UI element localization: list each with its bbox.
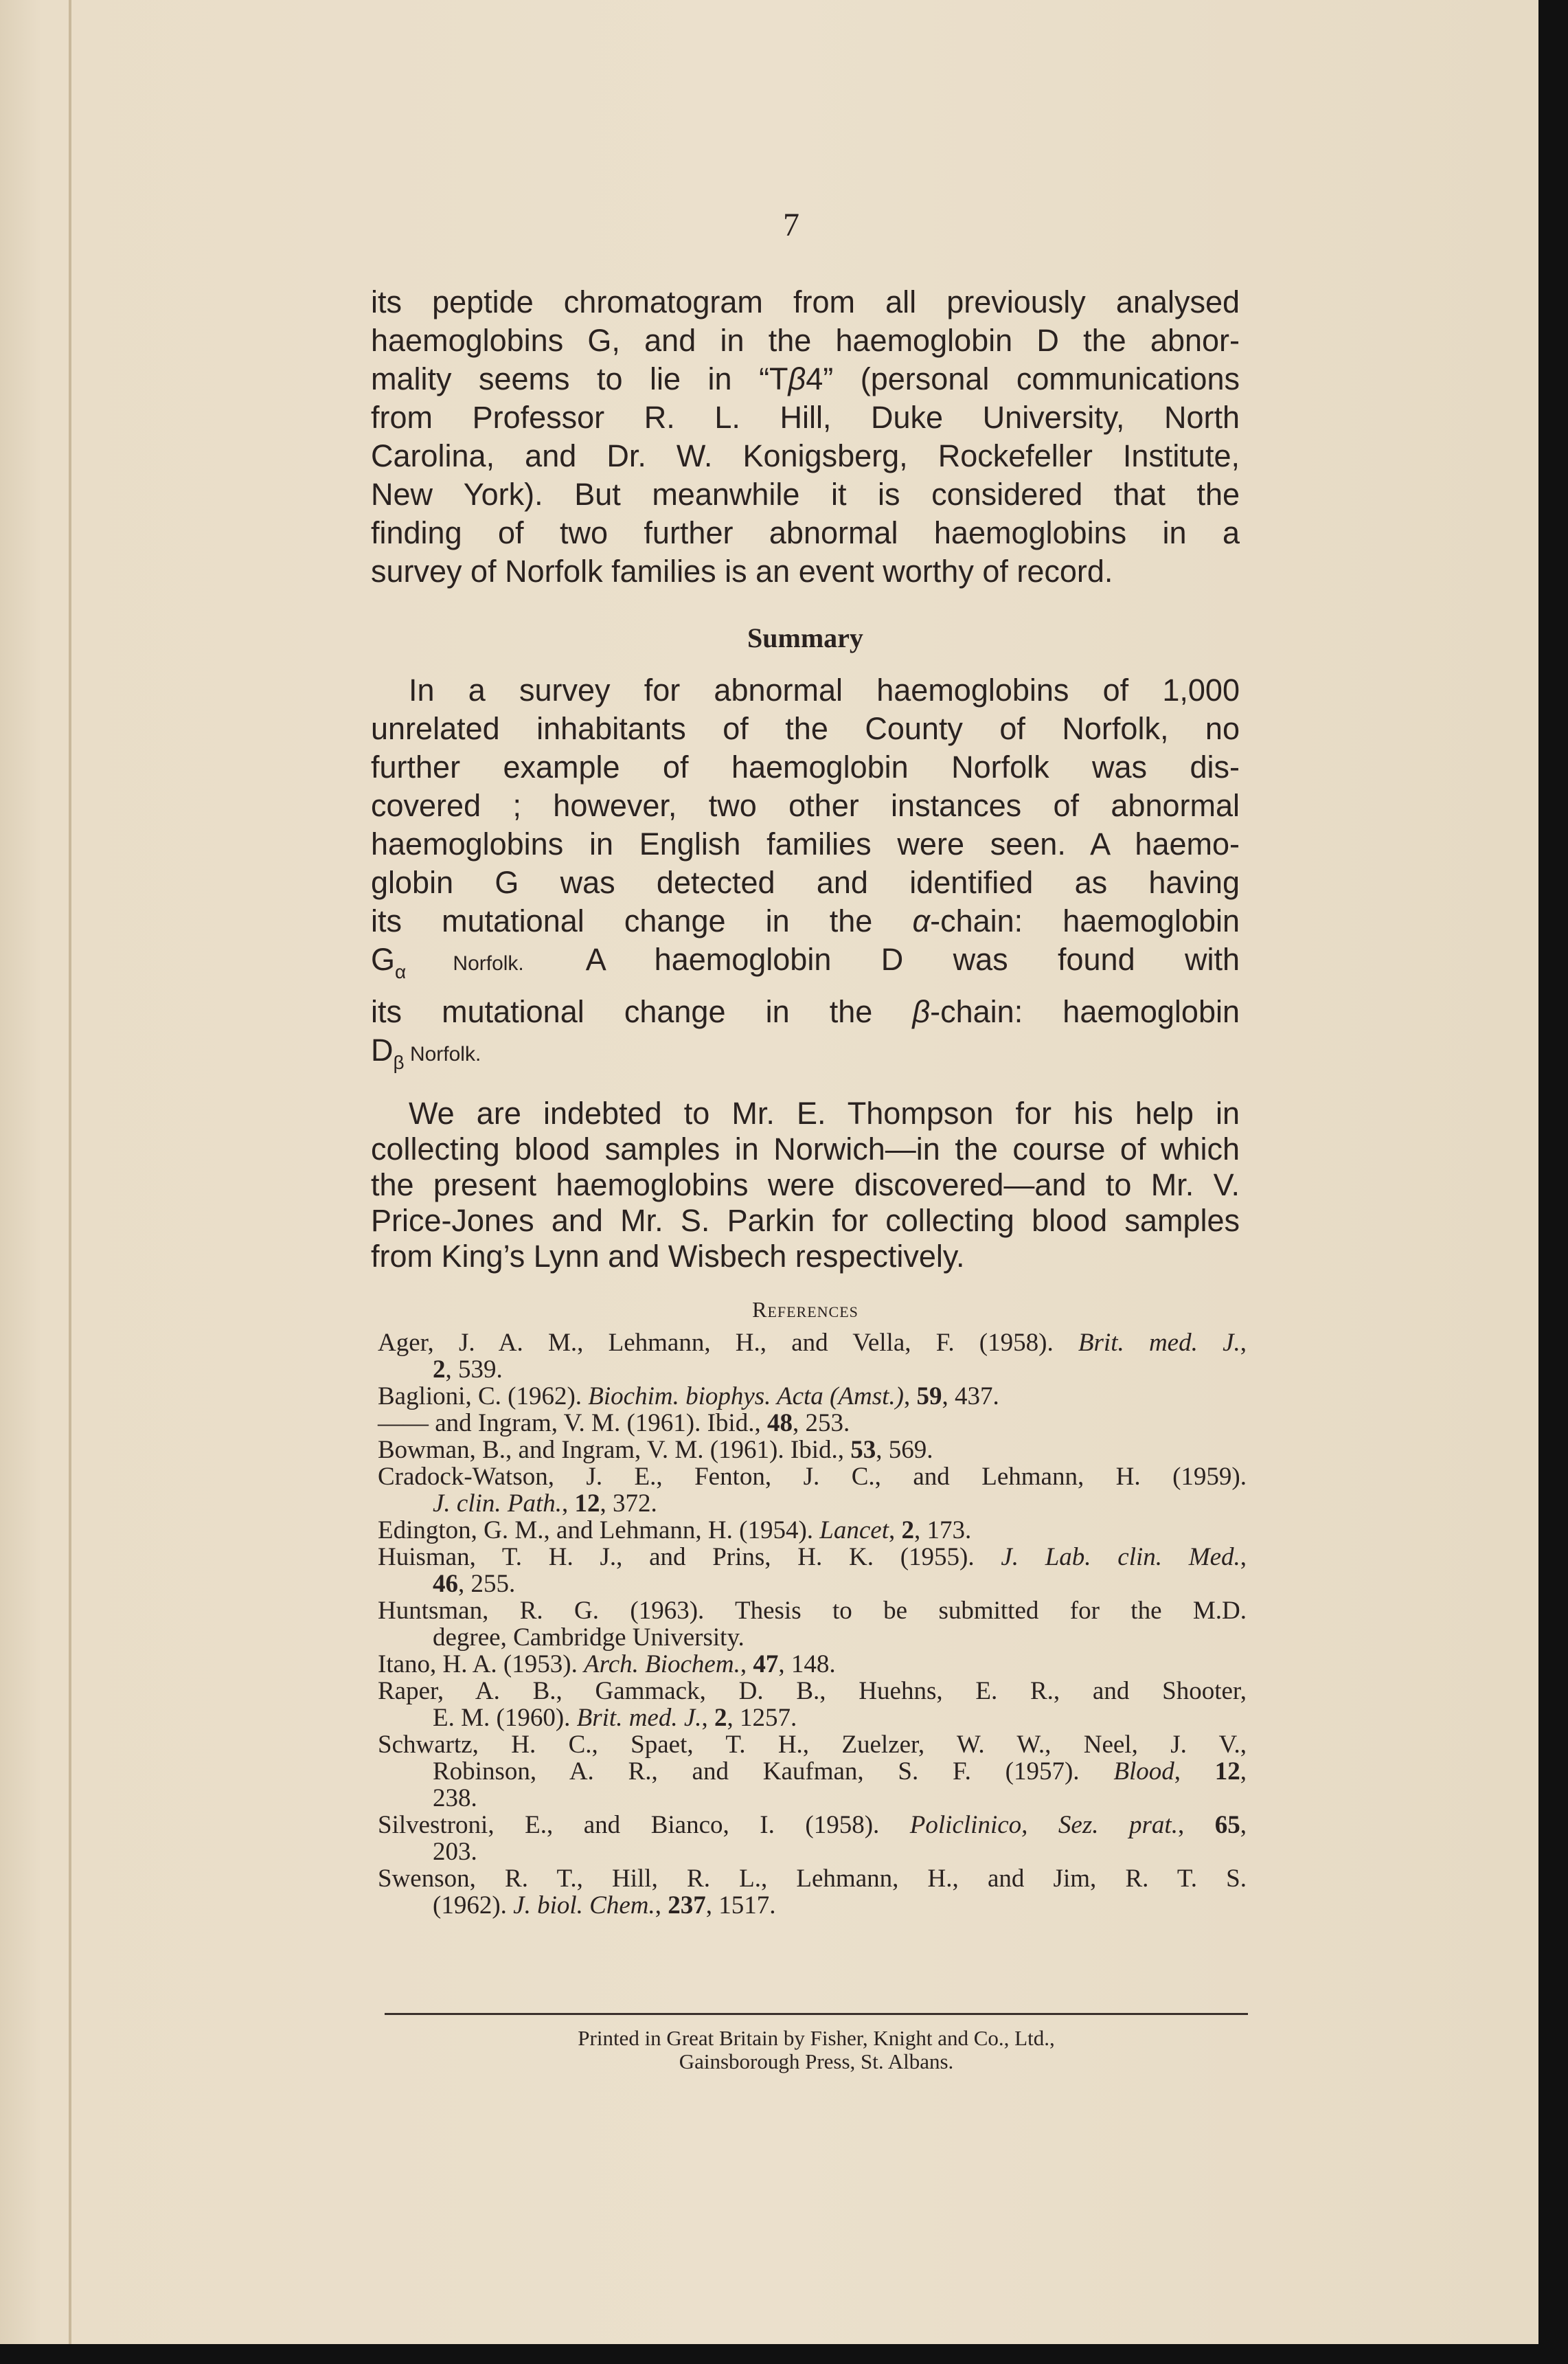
reference-line xyxy=(378,1651,1247,1678)
text-segment: , xyxy=(740,1650,753,1678)
text-segment: , 173. xyxy=(914,1516,972,1544)
text-segment: 2 xyxy=(714,1704,727,1732)
text-segment: Itano, H. A. (1953). xyxy=(378,1650,584,1678)
text-segment: from Professor R. L. Hill, Duke University, North xyxy=(371,400,1240,435)
text-segment: 203. xyxy=(433,1838,477,1866)
text-segment: 238. xyxy=(433,1784,477,1812)
text-line xyxy=(371,941,1240,993)
text-segment: covered ; however, two other instances of abnormal xyxy=(371,788,1240,823)
reference-line xyxy=(378,1597,1247,1624)
reference-line xyxy=(378,1624,1247,1651)
text-segment: , 253. xyxy=(792,1409,850,1437)
text-segment: unrelated inhabitants of the County of Norfolk, no xyxy=(371,711,1240,746)
text-line xyxy=(371,748,1240,787)
text-segment: , xyxy=(701,1704,715,1732)
text-line xyxy=(371,1203,1240,1239)
text-line xyxy=(371,552,1240,591)
text-line xyxy=(371,1031,1240,1082)
text-line xyxy=(371,398,1240,437)
text-line xyxy=(371,283,1240,322)
text-segment: Silvestroni, E., and Bianco, I. (1958). xyxy=(378,1811,910,1839)
footer-line: Printed in Great Britain by Fisher, Knight and Co., Ltd., xyxy=(578,2026,1055,2050)
text-segment: Swenson, R. T., Hill, R. L., Lehmann, H., and Jim, R. T. S. xyxy=(378,1865,1247,1893)
reference-line xyxy=(378,1517,1247,1544)
reference-entry xyxy=(378,1651,1247,1678)
text-segment: further example of haemoglobin Norfolk was dis- xyxy=(371,750,1240,785)
reference-entry xyxy=(378,1383,1247,1410)
text-segment: , xyxy=(889,1516,902,1544)
reference-line xyxy=(378,1731,1247,1758)
reference-entry xyxy=(378,1731,1247,1812)
text-segment: Robinson, A. R., and Kaufman, S. F. (1957). xyxy=(433,1757,1114,1786)
text-segment: -chain: haemoglobin xyxy=(930,903,1240,938)
text-segment: Edington, G. M., and Lehmann, H. (1954). xyxy=(378,1516,820,1544)
reference-line xyxy=(378,1490,1247,1517)
text-segment: β xyxy=(393,1052,405,1073)
text-segment: , 372. xyxy=(600,1489,657,1518)
text-segment: Bowman, B., and Ingram, V. M. (1961). Ibid., xyxy=(378,1436,851,1464)
text-line xyxy=(371,514,1240,552)
text-segment: 2 xyxy=(433,1355,446,1384)
reference-entry xyxy=(378,1410,1247,1437)
text-segment: 4” (personal communications xyxy=(806,361,1240,396)
text-segment: 237 xyxy=(668,1891,706,1920)
reference-entry xyxy=(378,1544,1247,1597)
text-segment: Blood xyxy=(1113,1757,1174,1786)
reference-entry xyxy=(378,1812,1247,1865)
text-segment: 46 xyxy=(433,1570,458,1598)
text-segment: 2 xyxy=(901,1516,914,1544)
text-segment: , xyxy=(1240,1329,1247,1357)
reference-line xyxy=(378,1678,1247,1704)
text-segment: E. M. (1960). xyxy=(433,1704,577,1732)
text-line xyxy=(371,1239,1240,1274)
text-segment: Raper, A. B., Gammack, D. B., Huehns, E. R., and Shooter, xyxy=(378,1677,1247,1705)
reference-entry xyxy=(378,1463,1247,1517)
text-line xyxy=(371,671,1240,710)
text-segment: 12 xyxy=(1214,1757,1240,1786)
text-segment: 47 xyxy=(753,1650,779,1678)
text-segment: mality seems to lie in “T xyxy=(371,361,788,396)
text-line xyxy=(371,825,1240,864)
reference-line xyxy=(378,1463,1247,1490)
text-line xyxy=(371,993,1240,1031)
text-segment: , 1517. xyxy=(705,1891,776,1920)
reference-line xyxy=(378,1410,1247,1437)
reference-line xyxy=(378,1383,1247,1410)
text-line xyxy=(371,787,1240,825)
reference-entry xyxy=(378,1678,1247,1731)
text-segment: , xyxy=(562,1489,575,1518)
text-segment: its mutational change in the xyxy=(371,903,913,938)
text-segment: globin G was detected and identified as having xyxy=(371,865,1240,900)
text-segment: 59 xyxy=(916,1382,942,1410)
text-line xyxy=(371,864,1240,902)
text-segment: J. biol. Chem. xyxy=(513,1891,655,1920)
reference-line xyxy=(378,1544,1247,1571)
text-segment: , xyxy=(1240,1543,1247,1571)
reference-entry xyxy=(378,1865,1247,1919)
reference-line xyxy=(378,1865,1247,1892)
acknowledgement-paragraph xyxy=(371,1096,1240,1274)
text-segment: Biochim. biophys. Acta (Amst.) xyxy=(588,1382,904,1410)
text-segment: Brit. med. J. xyxy=(1078,1329,1240,1357)
text-line xyxy=(371,902,1240,941)
text-segment: Carolina, and Dr. W. Konigsberg, Rockefeller Institute, xyxy=(371,438,1240,473)
reference-line xyxy=(378,1838,1247,1865)
text-segment: A haemoglobin D was found with xyxy=(585,942,1240,977)
text-line xyxy=(371,710,1240,748)
scan-border-bottom xyxy=(0,2344,1568,2364)
text-segment: collecting blood samples in Norwich—in the course of which xyxy=(371,1132,1240,1167)
text-segment: 65 xyxy=(1214,1811,1240,1839)
reference-line xyxy=(378,1356,1247,1383)
text-line xyxy=(371,475,1240,514)
text-segment: Norfolk. xyxy=(406,952,524,975)
text-segment: J. Lab. clin. Med. xyxy=(1001,1543,1240,1571)
text-segment: degree, Cambridge University. xyxy=(433,1623,745,1652)
scan-border-right xyxy=(1538,0,1568,2364)
page-number: 7 xyxy=(783,207,799,243)
reference-line xyxy=(378,1329,1247,1356)
text-segment: its peptide chromatogram from all previously analysed xyxy=(371,284,1240,319)
text-segment: D xyxy=(371,1033,394,1068)
text-segment: (1962). xyxy=(433,1891,514,1920)
text-segment: 48 xyxy=(766,1409,793,1437)
text-segment: , 437. xyxy=(942,1382,999,1410)
reference-entry xyxy=(378,1597,1247,1651)
reference-line xyxy=(378,1812,1247,1838)
text-segment: Policlinico, Sez. prat. xyxy=(909,1811,1178,1839)
text-segment: , xyxy=(1177,1811,1215,1839)
text-segment: We are indebted to Mr. E. Thompson for his help in xyxy=(409,1096,1240,1131)
text-segment: 53 xyxy=(850,1436,876,1464)
text-segment: from King’s Lynn and Wisbech respectively. xyxy=(371,1239,965,1274)
text-segment: haemoglobins G, and in the haemoglobin D the abnor- xyxy=(371,323,1240,358)
text-segment: , 569. xyxy=(876,1436,933,1464)
text-segment: Huisman, T. H. J., and Prins, H. K. (1955). xyxy=(378,1543,1001,1571)
text-segment: β xyxy=(788,361,806,396)
text-line xyxy=(371,360,1240,398)
text-segment: , 255. xyxy=(458,1570,516,1598)
text-line xyxy=(371,1096,1240,1132)
text-line xyxy=(371,1132,1240,1167)
text-segment: β xyxy=(912,994,931,1029)
text-segment: haemoglobins in English families were seen. A haemo- xyxy=(371,826,1240,862)
text-line xyxy=(371,322,1240,360)
text-segment: the present haemoglobins were discovered—and to Mr. V. xyxy=(371,1167,1240,1202)
text-segment: , 148. xyxy=(778,1650,836,1678)
page-fold-line xyxy=(69,0,71,2344)
references-list xyxy=(378,1329,1247,1919)
text-segment: G xyxy=(371,942,396,977)
reference-line xyxy=(378,1571,1247,1597)
summary-heading: Summary xyxy=(747,622,863,653)
text-segment: finding of two further abnormal haemoglobins in a xyxy=(371,515,1240,550)
reference-line xyxy=(378,1758,1247,1785)
text-segment: , xyxy=(903,1382,917,1410)
text-segment: Schwartz, H. C., Spaet, T. H., Zuelzer, W. W., Neel, J. V., xyxy=(378,1731,1247,1759)
text-segment: , 1257. xyxy=(727,1704,797,1732)
text-line xyxy=(371,437,1240,475)
reference-line xyxy=(378,1437,1247,1463)
text-segment: 12 xyxy=(574,1489,600,1518)
text-segment: In a survey for abnormal haemoglobins of 1,000 xyxy=(409,673,1240,708)
text-segment: Price-Jones and Mr. S. Parkin for collecting blood samples xyxy=(371,1203,1240,1238)
text-segment: α xyxy=(395,961,407,982)
text-segment: Huntsman, R. G. (1963). Thesis to be submitted for the M.D. xyxy=(378,1597,1247,1625)
text-segment: J. clin. Path. xyxy=(433,1489,563,1518)
text-segment: New York). But meanwhile it is considered that the xyxy=(371,477,1240,512)
text-segment: survey of Norfolk families is an event worthy of record. xyxy=(371,554,1113,589)
reference-entry xyxy=(378,1437,1247,1463)
reference-entry xyxy=(378,1517,1247,1544)
text-segment: Arch. Biochem. xyxy=(584,1650,740,1678)
footer-line: Gainsborough Press, St. Albans. xyxy=(679,2049,954,2073)
text-segment: Lancet xyxy=(819,1516,889,1544)
text-segment: , xyxy=(1174,1757,1215,1786)
text-segment: , xyxy=(655,1891,668,1920)
reference-line xyxy=(378,1704,1247,1731)
text-segment: its mutational change in the xyxy=(371,994,913,1029)
reference-line xyxy=(378,1785,1247,1812)
text-segment: , xyxy=(1240,1811,1247,1839)
summary-paragraph xyxy=(371,671,1240,1082)
text-segment: α xyxy=(912,903,931,938)
text-segment: Brit. med. J. xyxy=(576,1704,702,1732)
text-segment: Cradock-Watson, J. E., Fenton, J. C., and Lehmann, H. (1959). xyxy=(378,1463,1247,1491)
text-segment: Norfolk. xyxy=(404,1043,481,1066)
text-segment: , 539. xyxy=(445,1355,503,1384)
text-segment: -chain: haemoglobin xyxy=(930,994,1240,1029)
text-segment: Baglioni, C. (1962). xyxy=(378,1382,589,1410)
text-segment: Ager, J. A. M., Lehmann, H., and Vella, F. (1958). xyxy=(378,1329,1078,1357)
reference-entry xyxy=(378,1329,1247,1383)
references-heading: References xyxy=(752,1297,859,1322)
printer-footer xyxy=(385,2027,1248,2073)
text-line xyxy=(371,1167,1240,1203)
text-segment: , xyxy=(1240,1757,1247,1786)
reference-line xyxy=(378,1892,1247,1919)
footer-rule xyxy=(385,2013,1248,2015)
paragraph-continuation xyxy=(371,283,1240,591)
text-segment: —— and Ingram, V. M. (1961). Ibid., xyxy=(378,1409,767,1437)
